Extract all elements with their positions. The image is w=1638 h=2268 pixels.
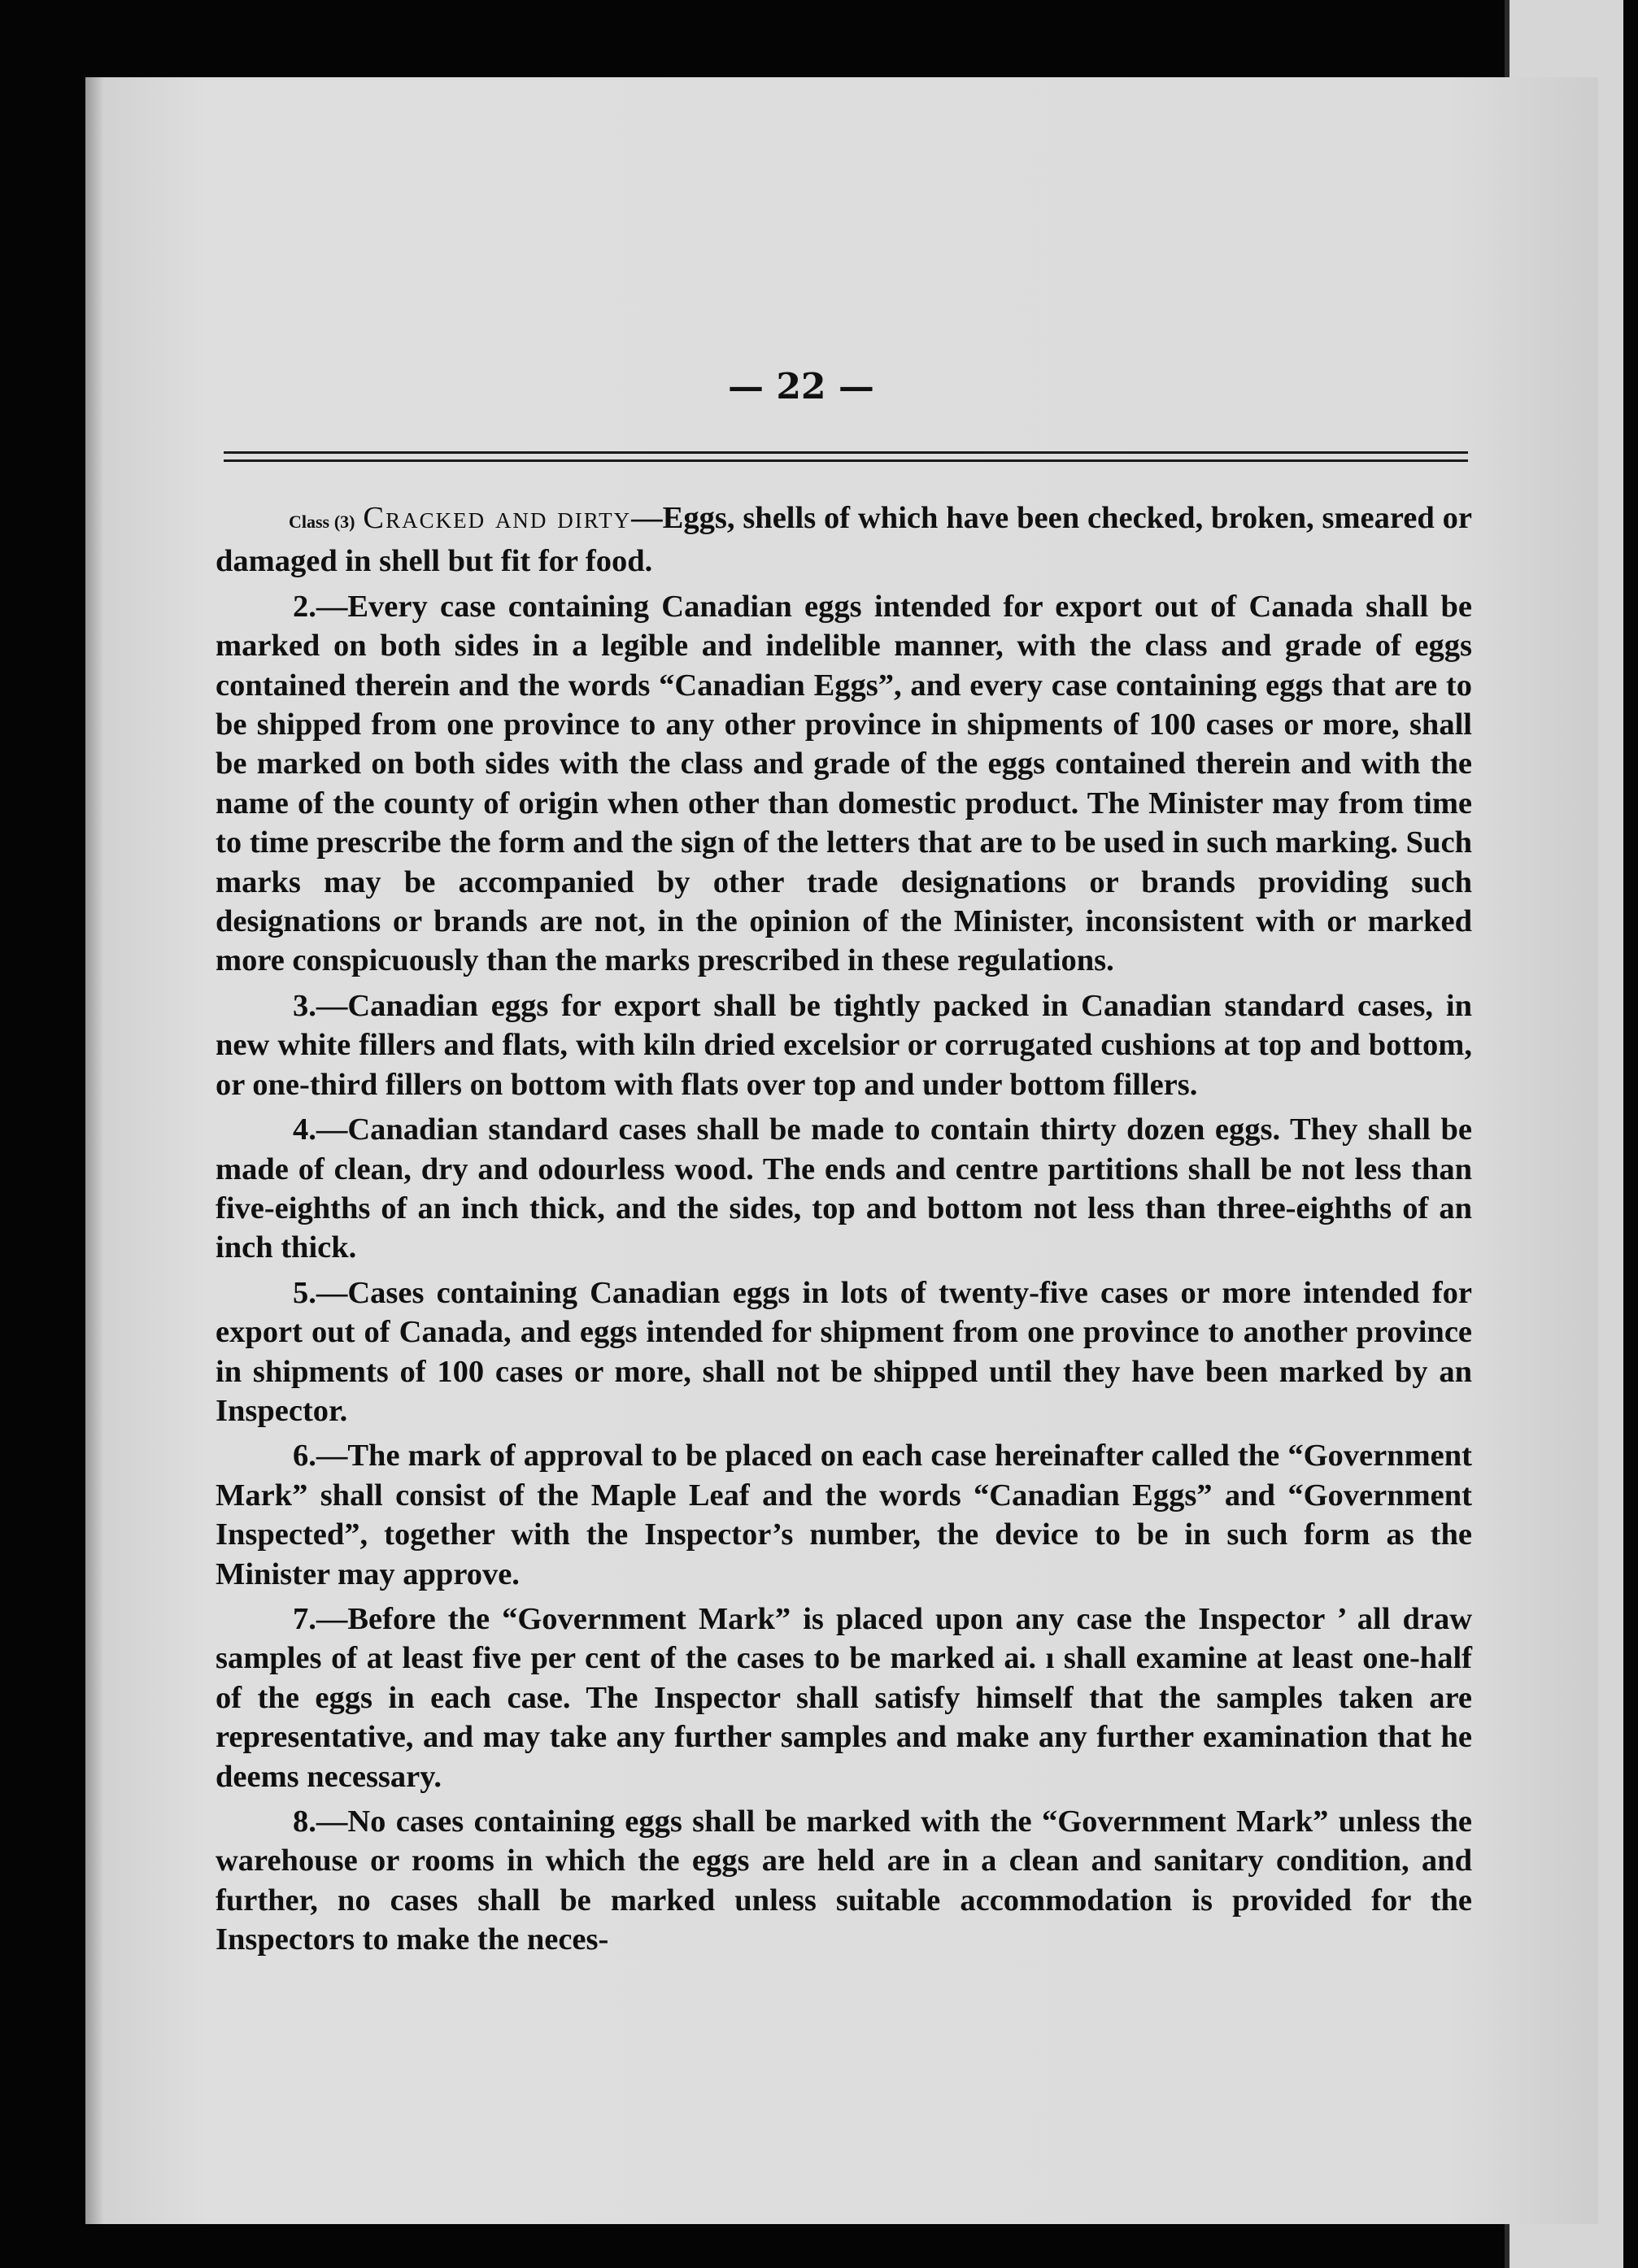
- paragraph-2: 2.—Every case containing Canadian eggs intended for export out of Canada shall be marked on both sides in a legible and indelible manner, with the class and grade of eggs contained therein and the words “Canadian Eggs”, and every case containing eggs that are to be shipped from one province to any other province in shipments of 100 cases or more, shall be marked on both sides with the class and grade of the eggs contained therein and with the name of the county of origin when other than domestic product. The Minister may from time to time prescribe the form and the sign of the letters that are to be used in such marking. Such marks may be accompanied by other trade designations or brands providing such designations or brands are not, in the opinion of the Minister, inconsistent with or marked more conspicuously than the marks prescribed in these regulations.: [216, 589, 1472, 978]
- paragraph-7: 7.—Before the “Government Mark” is placed upon any case the Inspector ’ all draw samples of at least five per cent of the cases to be marked ai. ı shall examine at least one-half of the eggs in each case. The Inspector shall satisfy himself that the samples taken are representative, and may take any further samples and make any further examination that he deems necessary.: [216, 1601, 1472, 1794]
- paragraph-class-3: [216, 498, 1472, 581]
- paragraph-5: 5.—Cases containing Canadian eggs in lots of twenty-five cases or more intended for export out of Canada, and eggs intended for shipment from one province to another province in shipments of 100 cases or more, shall not be shipped until they have been marked by an Inspector.: [216, 1275, 1472, 1428]
- body-text: [216, 498, 1472, 1965]
- paragraph-3: 3.—Canadian eggs for export shall be tightly packed in Canadian standard cases, in new white fillers and flats, with kiln dried excelsior or corrugated cushions at top and bottom, or one-third fillers on bottom with flats over top and under bottom fillers.: [216, 988, 1472, 1102]
- paragraph-text: —Eggs, shells of which have been checked, broken, smeared or damaged in shell but fit for food.: [216, 501, 1472, 579]
- header-rule-bottom: [224, 459, 1468, 462]
- paragraph-8: 8.—No cases containing eggs shall be marked with the “Government Mark” unless the warehouse or rooms in which the eggs are held are in a clean and sanitary condition, and further, no cases shall be marked unless suitable accommodation is provided for the Inspectors to make the neces-: [216, 1804, 1472, 1957]
- class-label: Class (3): [289, 511, 355, 532]
- page-number: — 22 —: [728, 366, 874, 407]
- document-page: [85, 77, 1598, 2224]
- paragraph-6: 6.—The mark of approval to be placed on each case hereinafter called the “Government Mark” shall consist of the Maple Leaf and the words “Canadian Eggs” and “Government Inspected”, together with the Inspector’s number, the device to be in such form as the Minister may approve.: [216, 1439, 1472, 1591]
- header-rule-top: [224, 451, 1468, 454]
- class-heading: Cracked and dirty: [363, 501, 632, 535]
- paragraph-4: 4.—Canadian standard cases shall be made to contain thirty dozen eggs. They shall be made of clean, dry and odourless wood. The ends and centre partitions shall be not less than five-eighths of an inch thick, and the sides, top and bottom not less than three-eighths of an inch thick.: [216, 1112, 1472, 1265]
